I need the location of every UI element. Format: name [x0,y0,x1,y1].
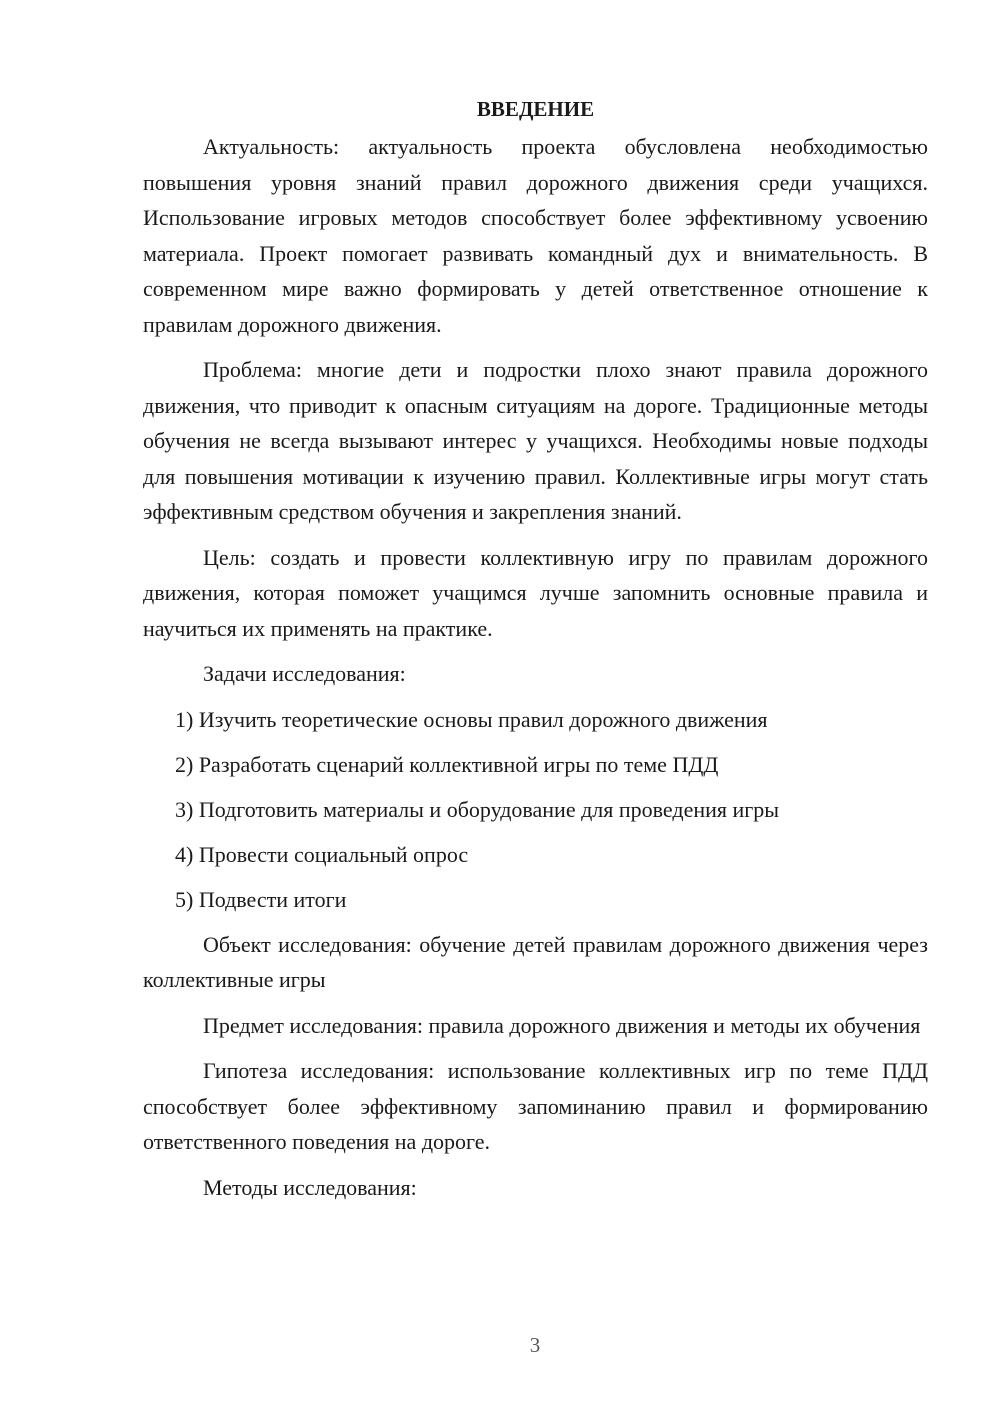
paragraph-object: Объект исследования: обучение детей правилам дорожного движения через коллективные игры [143,931,928,992]
paragraph-subject: Предмет исследования: правила дорожного движения и методы их обучения [203,1012,921,1038]
list-item: 1) Изучить теоретические основы правил дорожного движения [175,706,768,732]
paragraph-goal: Цель: создать и провести коллективную игру по правилам дорожного движения, которая поможет учащимся лучше запомнить основные правила и научиться их применять на практике. [143,544,928,641]
list-item: 4) Провести социальный опрос [175,841,469,867]
paragraph-problem: Проблема: многие дети и подростки плохо знают правила дорожного движения, что приводит к опасным ситуациям на дороге. Традиционные методы обучения не всегда вызывают интерес у учащихся. Необходимы новые подходы для повышения мотивации к изучению правил. Коллективные игры могут стать эффективным средством обучения и закрепления знаний. [143,357,928,524]
paragraph-hypothesis: Гипотеза исследования: использование коллективных игр по теме ПДД способствует более эффективному запоминанию правил и формированию ответственного поведения на дороге. [143,1058,928,1154]
methods-heading: Методы исследования: [203,1174,417,1200]
list-item: 2) Разработать сценарий коллективной игры по теме ПДД [175,751,719,777]
list-item: 5) Подвести итоги [175,886,347,912]
page-content [143,92,928,1215]
tasks-list [143,702,928,917]
section-title: ВВЕДЕНИЕ [476,97,595,121]
paragraph-relevance: Актуальность: актуальность проекта обусловлена необходимостью повышения уровня знаний правил дорожного движения среди учащихся. Использование игровых методов способствует более эффективному усвоению материала. Проект помогает развивать командный дух и внимательность. В современном мире важно формировать у детей ответственное отношение к правилам дорожного движения. [143,134,928,337]
tasks-heading: Задачи исследования: [203,661,406,686]
page-number: 3 [529,1333,541,1357]
list-item: 3) Подготовить материалы и оборудование для проведения игры [175,796,780,822]
